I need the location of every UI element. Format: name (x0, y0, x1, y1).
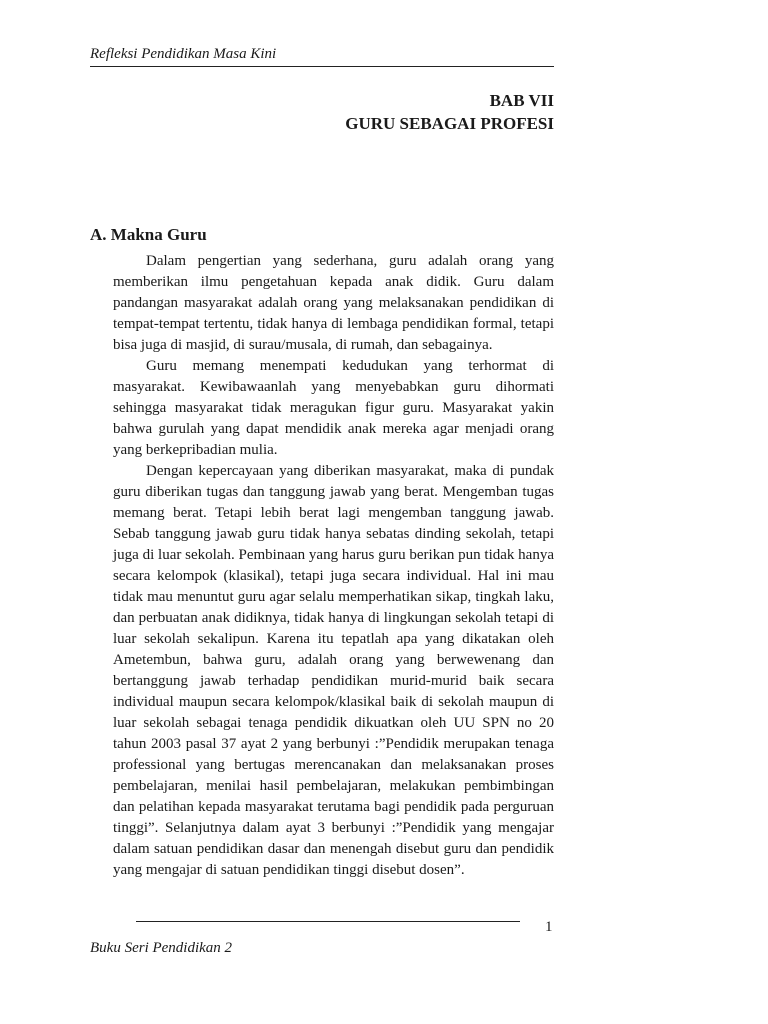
page-number: 1 (545, 919, 553, 935)
paragraph: Dalam pengertian yang sederhana, guru adalah orang yang memberikan ilmu pengetahuan kepada anak didik. Guru dalam pandangan masyarakat adalah orang yang melaksanakan pendidikan di tempat-tempat tertentu, tidak hanya di lembaga pendidikan formal, tetapi bisa juga di masjid, di surau/musala, di rumah, dan sebagainya. (113, 253, 554, 353)
paragraph: Dengan kepercayaan yang diberikan masyarakat, maka di pundak guru diberikan tugas dan tanggung jawab yang berat. Mengemban tugas memang berat. Tetapi lebih berat lagi mengemban tanggung jawab. Sebab tanggung jawab guru tidak hanya sebatas dinding sekolah, tetapi juga di luar sekolah. Pembinaan yang harus guru berikan pun tidak hanya secara kelompok (klasikal), tetapi juga secara individual. Hal ini mau tidak mau menuntut guru agar selalu memperhatikan sikap, tingkah laku, dan perbuatan anak didiknya, tidak hanya di lingkungan sekolah tetapi di luar sekolah sekalipun. Karena itu tepatlah apa yang dikatakan oleh Ametembun, bahwa guru, adalah orang yang berwewenang dan bertanggung jawab terhadap pendidikan murid-murid baik secara individual maupun secara kelompok/klasikal baik di sekolah maupun di luar sekolah sebagai tenaga pendidik dikuatkan oleh UU SPN no 20 tahun 2003 pasal 37 ayat 2 yang berbunyi :”Pendidik merupakan tenaga professional yang bertugas merencanakan dan melaksanakan proses pembelajaran, menilai hasil pembelajaran, melakukan pembimbingan dan pelatihan kepada masyarakat terutama bagi pendidik pada perguruan tinggi”. Selanjutnya dalam ayat 3 berbunyi :”Pendidik yang mengajar dalam satuan pendidikan dasar dan menengah disebut guru dan pendidik yang mengajar di satuan pendidikan tinggi disebut dosen”. (113, 463, 554, 878)
running-footer: Buku Seri Pendidikan 2 (90, 940, 233, 956)
running-header: Refleksi Pendidikan Masa Kini (90, 46, 277, 62)
body-text (113, 251, 554, 881)
chapter-heading (345, 89, 554, 135)
header-rule (90, 66, 554, 67)
footer-rule (136, 921, 520, 922)
paragraph: Guru memang menempati kedudukan yang terhormat di masyarakat. Kewibawaanlah yang menyebabkan guru dihormati sehingga masyarakat tidak meragukan figur guru. Masyarakat yakin bahwa gurulah yang dapat mendidik anak mereka agar menjadi orang yang berkepribadian mulia. (113, 358, 554, 458)
chapter-number: BAB VII (489, 91, 554, 110)
section-heading: A. Makna Guru (90, 225, 207, 244)
chapter-title: GURU SEBAGAI PROFESI (345, 114, 554, 133)
